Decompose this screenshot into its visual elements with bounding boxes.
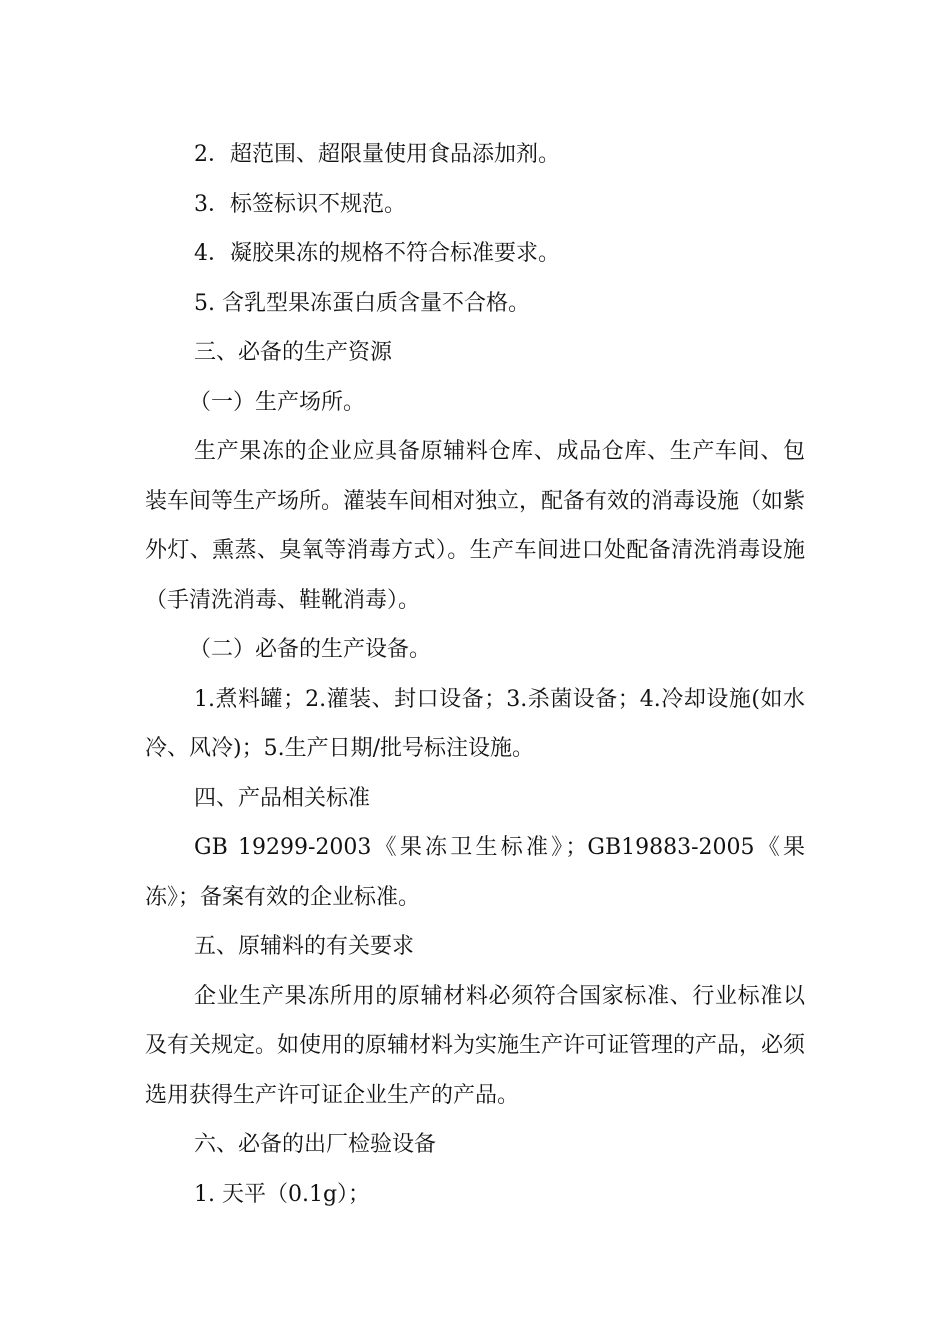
section-heading-4: 四、产品相关标准	[194, 785, 371, 811]
paragraph-equipment-list: 1.煮料罐；2.灌装、封口设备；3.杀菌设备；4.冷却设施(如水冷、风冷)；5.生产日期/批号标注设施。	[145, 686, 805, 761]
section-heading-3: 三、必备的生产资源	[194, 340, 393, 365]
subsection-heading-1: （一）生产场所。	[189, 389, 366, 415]
list-item-4: 4．凝胶果冻的规格不符合标准要求。	[194, 241, 560, 266]
section-heading-5: 五、原辅料的有关要求	[194, 934, 415, 959]
list-item-3: 3．标签标识不规范。	[194, 191, 406, 217]
paragraph-production-site: 生产果冻的企业应具备原辅料仓库、成品仓库、生产车间、包装车间等生产场所。灌装车间相对独立，配备有效的消毒设施（如紫外灯、熏蒸、臭氧等消毒方式）。生产车间进口处配备清洗消毒设施（手清洗消毒、鞋靴消毒）。	[145, 439, 806, 613]
subsection-heading-2: （二）必备的生产设备。	[189, 637, 432, 662]
list-item-2: 2．超范围、超限量使用食品添加剂。	[194, 142, 560, 167]
list-item-5: 5. 含乳型果冻蛋白质含量不合格。	[194, 290, 530, 316]
document-body	[145, 130, 805, 1219]
section-heading-6: 六、必备的出厂检验设备	[194, 1132, 437, 1157]
list-item-balance: 1. 天平（0.1g）；	[194, 1181, 371, 1207]
paragraph-standards: GB 19299-2003《果冻卫生标准》；GB19883-2005《果冻》；备案有效的企业标准。	[145, 835, 805, 910]
paragraph-raw-materials: 企业生产果冻所用的原辅材料必须符合国家标准、行业标准以及有关规定。如使用的原辅材料为实施生产许可证管理的产品，必须选用获得生产许可证企业生产的产品。	[145, 983, 806, 1108]
